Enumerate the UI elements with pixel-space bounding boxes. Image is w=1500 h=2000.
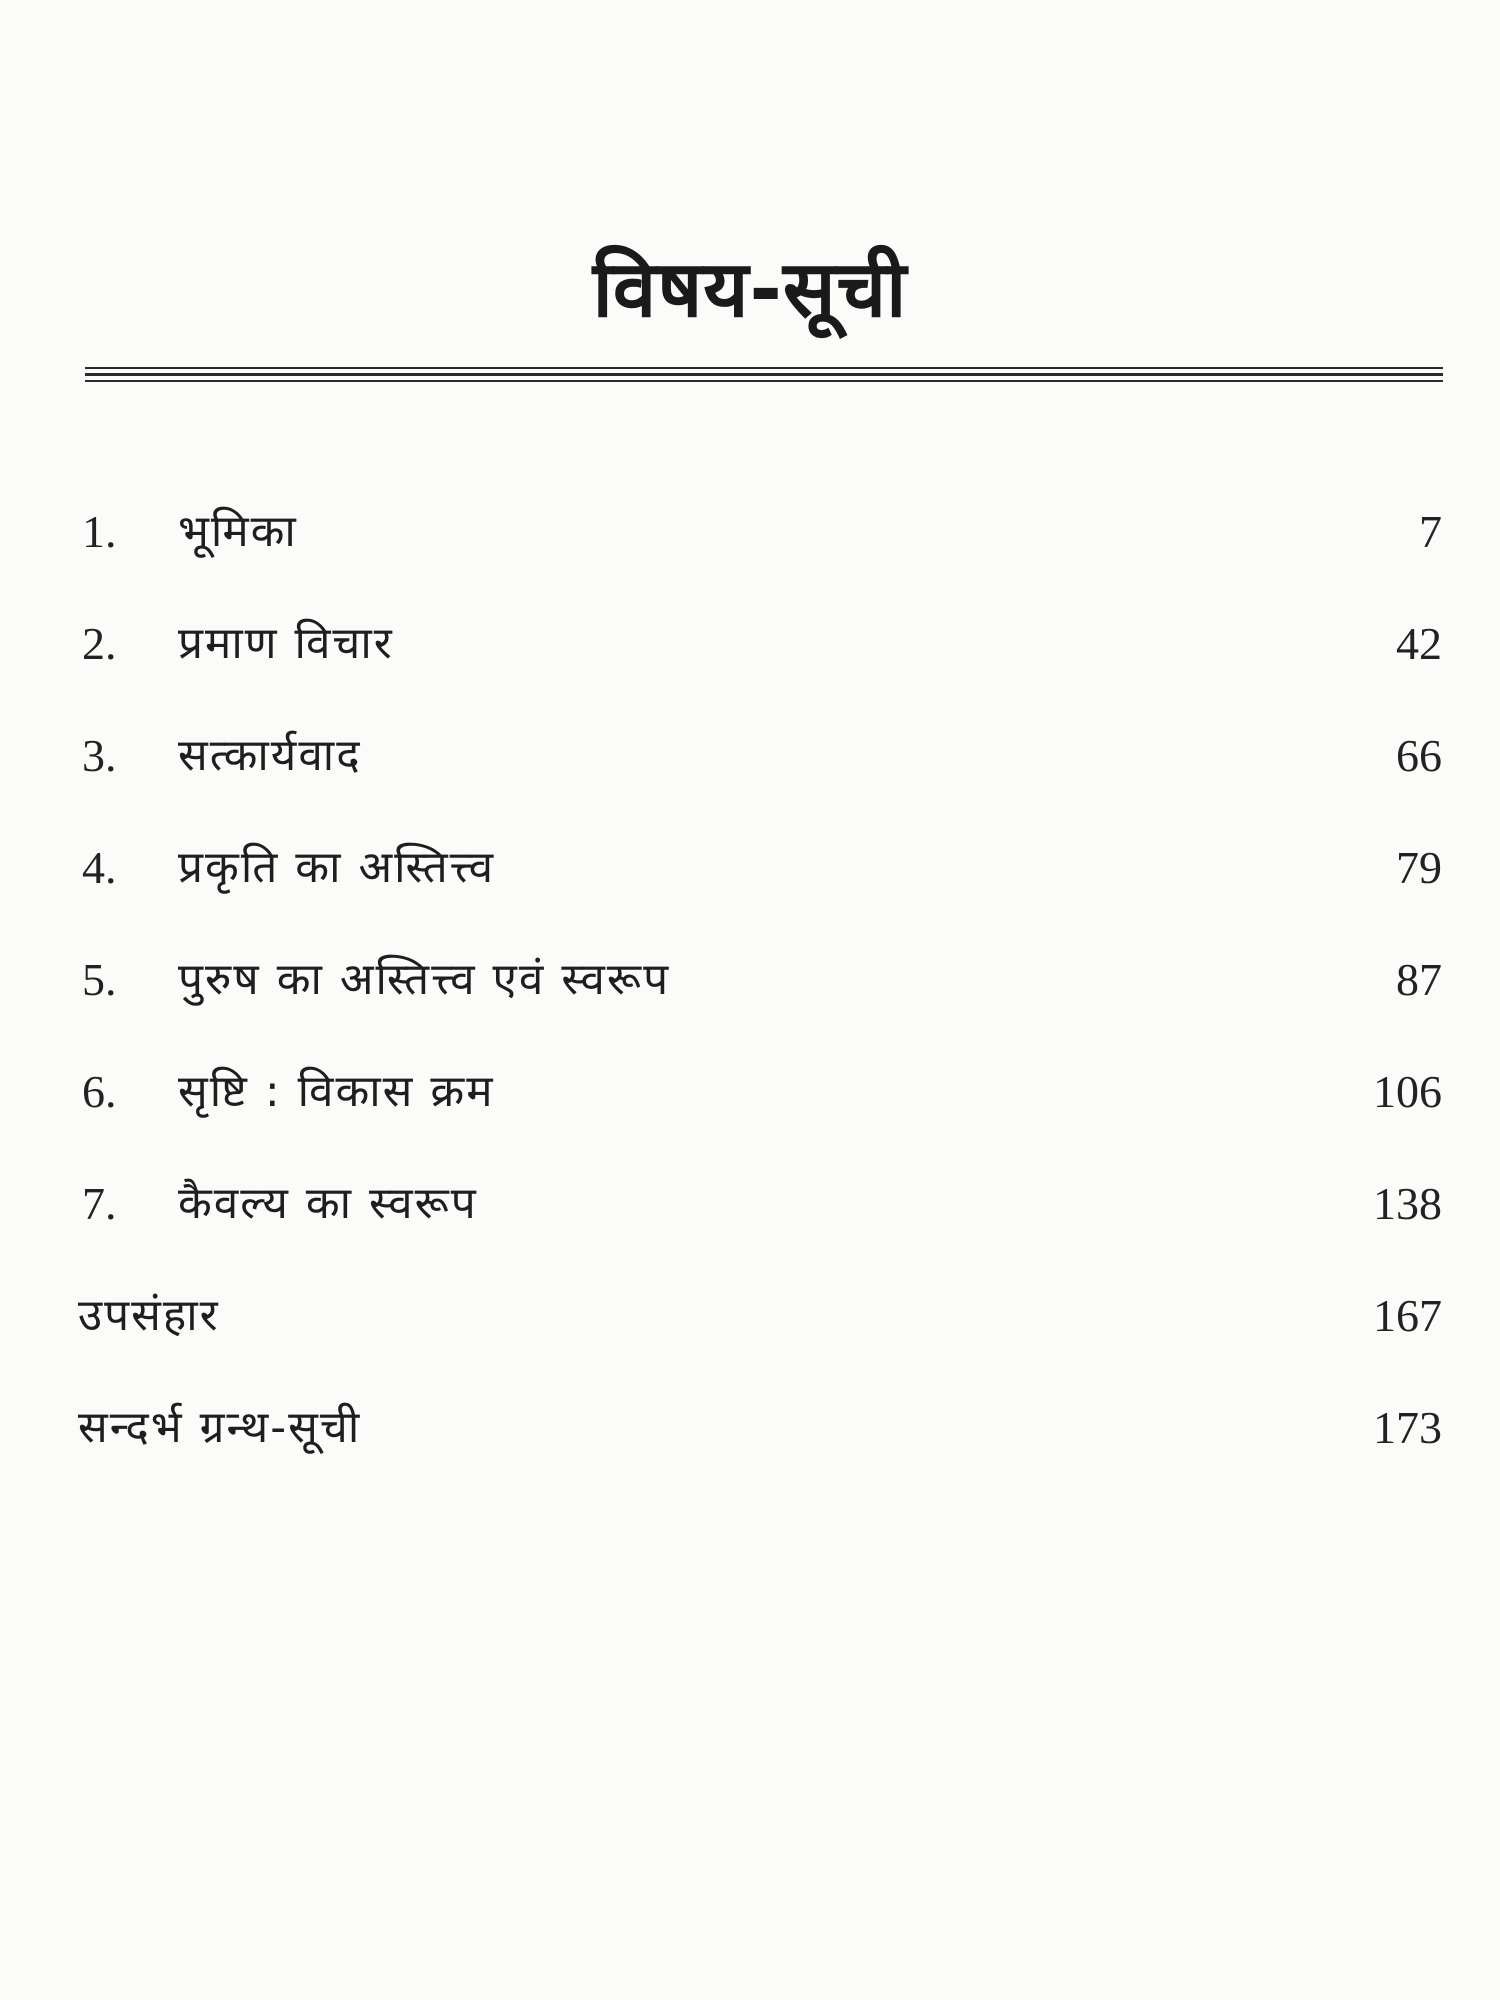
entry-page-number: 42 bbox=[1396, 618, 1442, 669]
entry-title: प्रमाण विचार bbox=[178, 618, 394, 669]
toc-entry-7 bbox=[0, 1169, 1500, 1239]
toc-entry-4 bbox=[0, 833, 1500, 903]
toc-entry-6 bbox=[0, 1057, 1500, 1127]
toc-entry-conclusion bbox=[0, 1281, 1500, 1351]
toc-entry-3 bbox=[0, 721, 1500, 791]
entry-page-number: 138 bbox=[1373, 1178, 1442, 1229]
entry-title: सत्कार्यवाद bbox=[178, 730, 362, 781]
entry-page-number: 167 bbox=[1373, 1290, 1442, 1341]
entry-number: 3. bbox=[82, 730, 117, 781]
entry-title: सन्दर्भ ग्रन्थ-सूची bbox=[78, 1402, 362, 1453]
entry-title: सृष्टि : विकास क्रम bbox=[178, 1066, 495, 1117]
entry-page-number: 7 bbox=[1419, 506, 1442, 557]
toc-entry-1 bbox=[0, 497, 1500, 567]
entry-number: 5. bbox=[82, 954, 117, 1005]
title-rule-bottom bbox=[85, 380, 1443, 382]
entry-number: 4. bbox=[82, 842, 117, 893]
entry-page-number: 87 bbox=[1396, 954, 1442, 1005]
entry-title: उपसंहार bbox=[78, 1290, 220, 1341]
toc-entry-5 bbox=[0, 945, 1500, 1015]
entry-page-number: 66 bbox=[1396, 730, 1442, 781]
title-rule-middle bbox=[85, 373, 1443, 376]
page-title: विषय-सूची bbox=[592, 245, 908, 335]
entry-number: 6. bbox=[82, 1066, 117, 1117]
entry-page-number: 106 bbox=[1373, 1066, 1442, 1117]
title-rule-top bbox=[85, 367, 1443, 369]
entry-title: भूमिका bbox=[178, 506, 298, 557]
entry-page-number: 79 bbox=[1396, 842, 1442, 893]
entry-page-number: 173 bbox=[1373, 1402, 1442, 1453]
entry-title: प्रकृति का अस्तित्त्व bbox=[178, 842, 496, 893]
entry-number: 2. bbox=[82, 618, 117, 669]
entry-title: पुरुष का अस्तित्त्व एवं स्वरूप bbox=[178, 954, 671, 1005]
entry-number: 1. bbox=[82, 506, 117, 557]
toc-entry-bibliography bbox=[0, 1393, 1500, 1463]
entry-number: 7. bbox=[82, 1178, 117, 1229]
entry-title: कैवल्य का स्वरूप bbox=[178, 1178, 478, 1229]
toc-entry-2 bbox=[0, 609, 1500, 679]
